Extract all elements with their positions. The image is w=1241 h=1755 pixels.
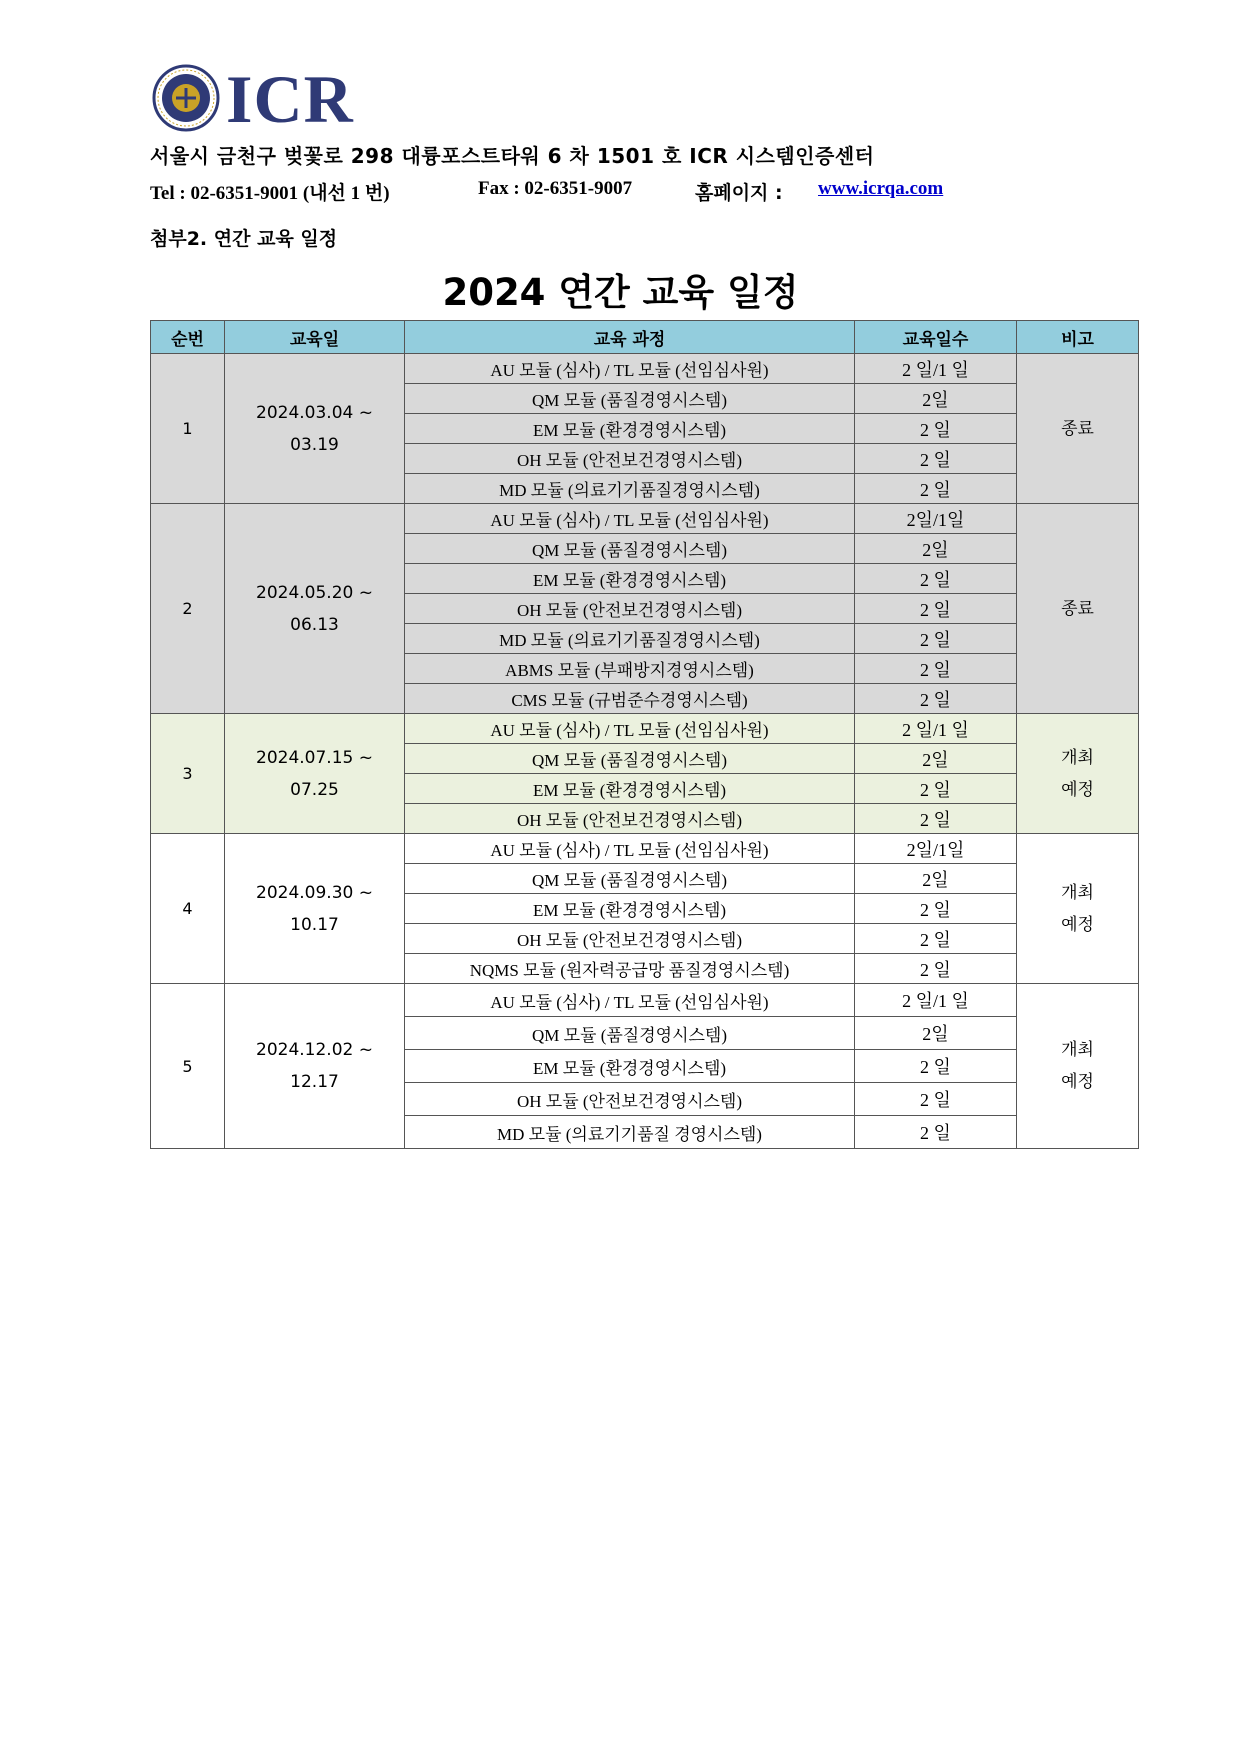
status-note — [1017, 354, 1139, 504]
course-name: MD 모듈 (의료기기품질경영시스템) — [405, 624, 855, 654]
course-name: QM 모듈 (품질경영시스템) — [405, 864, 855, 894]
status-text: 개최 — [1061, 747, 1094, 768]
course-name: QM 모듈 (품질경영시스템) — [405, 534, 855, 564]
course-name: NQMS 모듈 (원자력공급망 품질경영시스템) — [405, 954, 855, 984]
course-name: OH 모듈 (안전보건경영시스템) — [405, 1083, 855, 1116]
course-name: EM 모듈 (환경경영시스템) — [405, 774, 855, 804]
education-date — [225, 354, 405, 504]
table-row — [151, 834, 1139, 864]
education-date — [225, 834, 405, 984]
date-end: 03.19 — [290, 434, 339, 455]
logo-text: ICR — [226, 61, 354, 137]
course-days: 2 일/1 일 — [855, 354, 1017, 384]
course-days: 2 일/1 일 — [855, 714, 1017, 744]
table-row — [151, 504, 1139, 534]
course-days: 2 일 — [855, 1116, 1017, 1149]
course-name: EM 모듈 (환경경영시스템) — [405, 1050, 855, 1083]
course-name: AU 모듈 (심사) / TL 모듈 (선임심사원) — [405, 504, 855, 534]
date-end: 12.17 — [290, 1072, 339, 1092]
course-name: OH 모듈 (안전보건경영시스템) — [405, 594, 855, 624]
course-days: 2 일 — [855, 954, 1017, 984]
status-text: 예정 — [1061, 779, 1094, 800]
contact-line — [150, 178, 950, 204]
date-start: 2024.09.30 ~ — [256, 882, 373, 903]
status-note — [1017, 714, 1139, 834]
header-course: 교육 과정 — [405, 321, 855, 354]
course-days: 2 일 — [855, 774, 1017, 804]
course-name: OH 모듈 (안전보건경영시스템) — [405, 804, 855, 834]
date-end: 07.25 — [290, 779, 339, 800]
course-name: QM 모듈 (품질경영시스템) — [405, 744, 855, 774]
course-days: 2 일 — [855, 1083, 1017, 1116]
status-note — [1017, 984, 1139, 1149]
telephone: Tel : 02-6351-9001 (내선 1 번) — [150, 183, 390, 204]
course-name: CMS 모듈 (규범준수경영시스템) — [405, 684, 855, 714]
course-name: AU 모듈 (심사) / TL 모듈 (선임심사원) — [405, 834, 855, 864]
date-end: 06.13 — [290, 614, 339, 635]
course-name: ABMS 모듈 (부패방지경영시스템) — [405, 654, 855, 684]
course-days: 2 일 — [855, 804, 1017, 834]
status-note — [1017, 504, 1139, 714]
course-days: 2 일/1 일 — [855, 984, 1017, 1017]
course-name: AU 모듈 (심사) / TL 모듈 (선임심사원) — [405, 714, 855, 744]
row-number: 5 — [151, 984, 225, 1149]
course-name: MD 모듈 (의료기기품질 경영시스템) — [405, 1116, 855, 1149]
status-text: 개최 — [1061, 882, 1094, 903]
course-days: 2 일 — [855, 474, 1017, 504]
course-days: 2 일 — [855, 894, 1017, 924]
education-date — [225, 984, 405, 1149]
company-address: 서울시 금천구 벚꽃로 298 대륭포스트타워 6 차 1501 호 ICR 시스템인증센터 — [150, 144, 875, 168]
course-days: 2 일 — [855, 414, 1017, 444]
course-days: 2 일 — [855, 654, 1017, 684]
course-days: 2 일 — [855, 924, 1017, 954]
fax: Fax : 02-6351-9007 — [478, 178, 633, 199]
header-days: 교육일수 — [855, 321, 1017, 354]
table-header-row — [151, 321, 1139, 354]
course-name: EM 모듈 (환경경영시스템) — [405, 414, 855, 444]
date-start: 2024.12.02 ~ — [256, 1040, 373, 1060]
date-start: 2024.07.15 ~ — [256, 747, 373, 768]
row-number: 3 — [151, 714, 225, 834]
course-name: QM 모듈 (품질경영시스템) — [405, 384, 855, 414]
course-name: EM 모듈 (환경경영시스템) — [405, 564, 855, 594]
course-name: QM 모듈 (품질경영시스템) — [405, 1017, 855, 1050]
education-date — [225, 504, 405, 714]
course-days: 2 일 — [855, 594, 1017, 624]
icr-seal-icon — [152, 64, 220, 132]
course-days: 2일 — [855, 1017, 1017, 1050]
status-text: 개최 — [1061, 1040, 1094, 1060]
course-days: 2일 — [855, 384, 1017, 414]
date-start: 2024.05.20 ~ — [256, 582, 373, 603]
status-note — [1017, 834, 1139, 984]
page-title: 2024 연간 교육 일정 — [442, 271, 799, 314]
course-name: EM 모듈 (환경경영시스템) — [405, 894, 855, 924]
row-number: 1 — [151, 354, 225, 504]
status-text: 예정 — [1061, 914, 1094, 935]
status-text: 예정 — [1061, 1072, 1094, 1092]
row-number: 2 — [151, 504, 225, 714]
header-note: 비고 — [1017, 321, 1139, 354]
course-name: AU 모듈 (심사) / TL 모듈 (선임심사원) — [405, 354, 855, 384]
homepage-label: 홈페이지 : — [695, 182, 783, 204]
course-days: 2 일 — [855, 624, 1017, 654]
homepage-link[interactable]: www.icrqa.com — [818, 178, 944, 199]
schedule-body — [151, 354, 1139, 1149]
attachment-label: 첨부2. 연간 교육 일정 — [150, 228, 338, 250]
table-row — [151, 354, 1139, 384]
course-name: OH 모듈 (안전보건경영시스템) — [405, 444, 855, 474]
course-days: 2일/1일 — [855, 834, 1017, 864]
schedule-table — [150, 320, 1139, 1149]
course-days: 2 일 — [855, 444, 1017, 474]
table-row — [151, 714, 1139, 744]
course-days: 2일 — [855, 864, 1017, 894]
course-days: 2 일 — [855, 1050, 1017, 1083]
course-days: 2일 — [855, 744, 1017, 774]
date-end: 10.17 — [290, 914, 339, 935]
header-no: 순번 — [151, 321, 225, 354]
course-days: 2일 — [855, 534, 1017, 564]
table-row — [151, 984, 1139, 1017]
course-name: AU 모듈 (심사) / TL 모듈 (선임심사원) — [405, 984, 855, 1017]
course-name: MD 모듈 (의료기기품질경영시스템) — [405, 474, 855, 504]
course-name: OH 모듈 (안전보건경영시스템) — [405, 924, 855, 954]
course-days: 2 일 — [855, 684, 1017, 714]
row-number: 4 — [151, 834, 225, 984]
education-date — [225, 714, 405, 834]
date-start: 2024.03.04 ~ — [256, 402, 373, 423]
icr-logo — [152, 61, 354, 137]
status-text: 종료 — [1061, 418, 1094, 439]
header-date: 교육일 — [225, 321, 405, 354]
status-text: 종료 — [1061, 598, 1094, 619]
course-days: 2일/1일 — [855, 504, 1017, 534]
course-days: 2 일 — [855, 564, 1017, 594]
